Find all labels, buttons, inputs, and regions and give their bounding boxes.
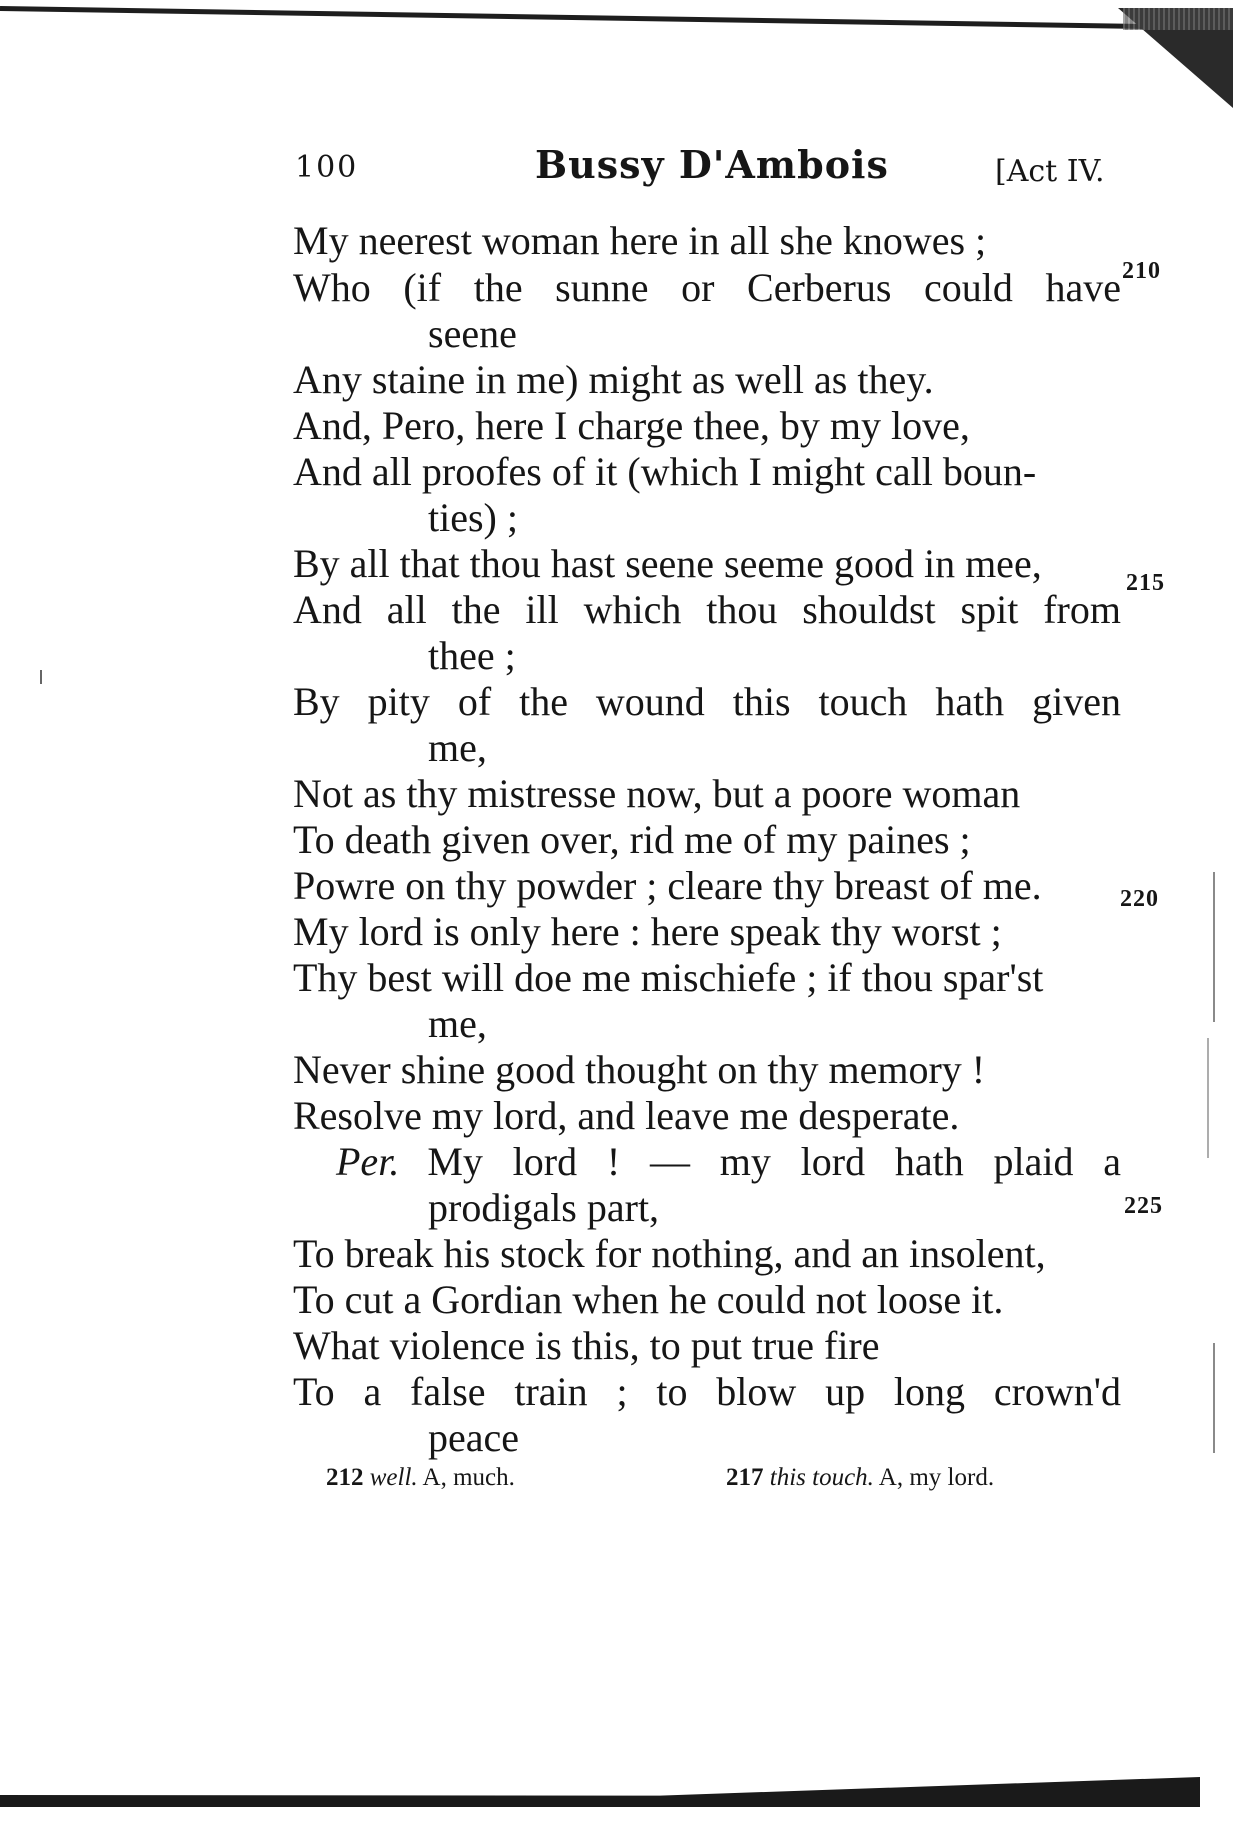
footnote-number: 217 (726, 1464, 764, 1491)
speaker-name: Per. (336, 1139, 400, 1184)
footnote-reading: A, my lord. (878, 1464, 995, 1491)
running-title: Bussy D'Ambois (535, 142, 889, 187)
footnote-lemma: this touch. (769, 1464, 874, 1491)
verse-line: My neerest woman here in all she knowes ; (293, 218, 987, 263)
top-right-scan-shadow (1118, 8, 1233, 108)
verse-line-continuation: me, (428, 1001, 487, 1046)
right-edge-mark (1213, 1343, 1215, 1453)
footnotes (326, 1464, 1116, 1504)
line-number: 220 (1120, 886, 1159, 912)
page-number: 100 (295, 150, 359, 185)
verse-line: To break his stock for nothing, and an insolent, (293, 1231, 1046, 1276)
speech-line (336, 1139, 1121, 1185)
verse-line: To death given over, rid me of my paines ; (293, 817, 971, 862)
verse-line: Resolve my lord, and leave me desperate. (293, 1093, 960, 1138)
verse-line: Powre on thy powder ; cleare thy breast of me. (293, 863, 1042, 908)
verse-line: Never shine good thought on thy memory ! (293, 1047, 986, 1092)
verse-line-continuation: thee ; (428, 633, 516, 678)
verse-line: To cut a Gordian when he could not loose it. (293, 1277, 1004, 1322)
verse-line: My lord is only here : here speak thy worst ; (293, 909, 1002, 954)
verse-line: And, Pero, here I charge thee, by my love, (293, 403, 970, 448)
verse-line: Not as thy mistresse now, but a poore woman (293, 771, 1021, 816)
footnote-lemma: well. (369, 1464, 418, 1491)
verse-line-continuation: peace (428, 1415, 520, 1460)
running-header (295, 142, 1125, 198)
verse-line-continuation: ties) ; (428, 495, 518, 540)
right-edge-mark (1207, 1038, 1209, 1158)
speech-text: My lord ! — my lord hath plaid a (427, 1139, 1121, 1184)
margin-speck (40, 670, 42, 684)
verse-line: To a false train ; to blow up long crown'd (293, 1369, 1121, 1414)
act-label: [Act IV. (995, 154, 1105, 189)
verse-line: And all proofes of it (which I might call boun- (293, 449, 1037, 494)
right-edge-mark (1213, 872, 1215, 1022)
verse-line: Who (if the sunne or Cerberus could have (293, 265, 1121, 310)
footnote (726, 1464, 994, 1492)
verse-line: And all the ill which thou shouldst spit from (293, 587, 1121, 632)
verse-line: What violence is this, to put true fire (293, 1323, 880, 1368)
footnote-reading: A, much. (422, 1464, 515, 1491)
footnote (326, 1464, 515, 1492)
bottom-scan-edge (0, 1777, 1200, 1807)
verse-line-continuation: me, (428, 725, 487, 770)
top-scan-edge (0, 6, 1150, 29)
line-number: 225 (1124, 1193, 1163, 1219)
footnote-number: 212 (326, 1464, 364, 1491)
line-number: 215 (1126, 570, 1165, 596)
verse-line: Any staine in me) might as well as they. (293, 357, 934, 402)
verse-line-continuation: seene (428, 311, 517, 356)
verse-line: Thy best will doe me mischiefe ; if thou spar'st (293, 955, 1044, 1000)
line-number: 210 (1122, 258, 1161, 284)
verse-line-continuation: prodigals part, (428, 1185, 660, 1230)
verse-line: By pity of the wound this touch hath given (293, 679, 1121, 724)
verse-line: By all that thou hast seene seeme good in mee, (293, 541, 1042, 586)
